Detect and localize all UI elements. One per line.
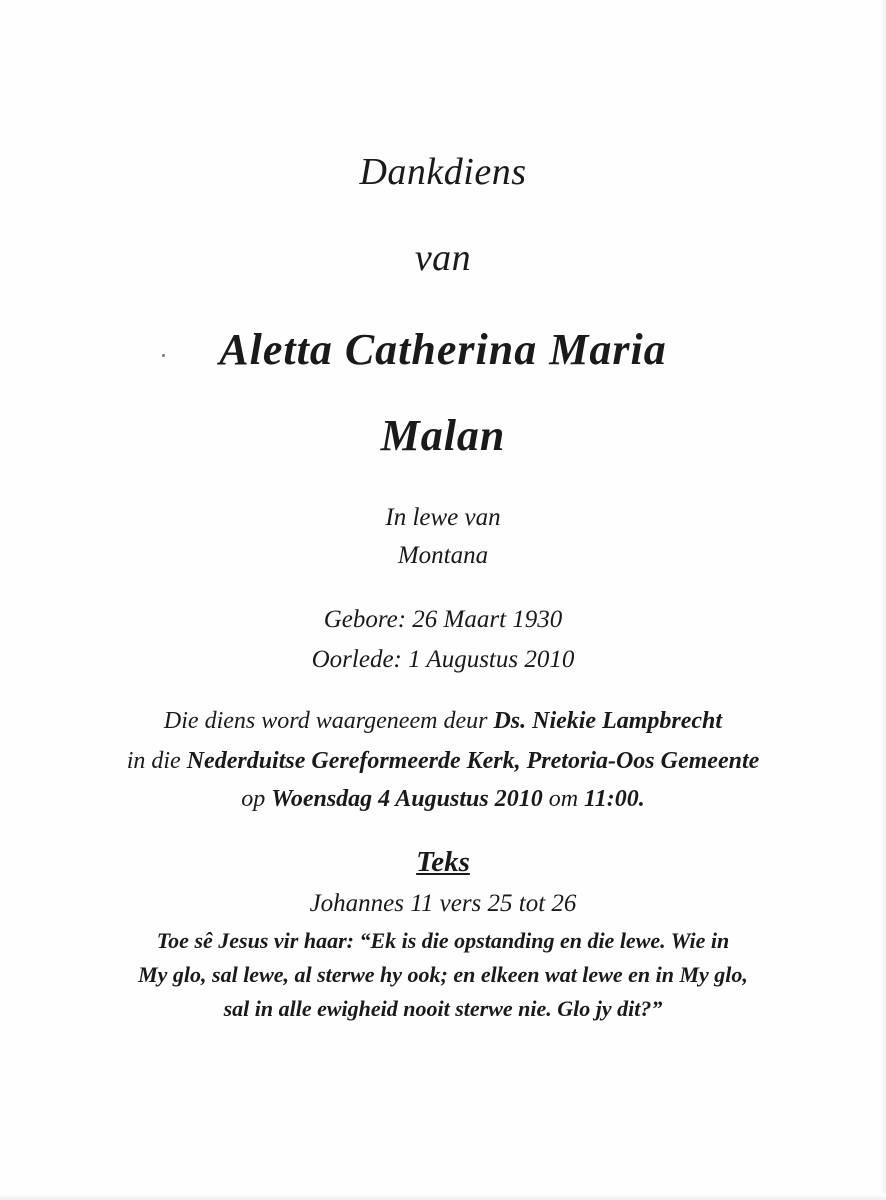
service-line3-text: op [241, 786, 272, 812]
service-title: Dankdiens [359, 151, 527, 193]
birth-date: Gebore: 26 Maart 1930 [323, 606, 563, 633]
scripture-verse-line-2: My glo, sal lewe, al sterwe hy ook; en elkeen wat lewe en in My glo, [138, 962, 748, 987]
scripture-reference: Johannes 11 vers 25 tot 26 [309, 890, 577, 917]
service-line-minister [0, 708, 886, 735]
minister-name: Ds. Niekie Lampbrecht [493, 708, 723, 734]
residence-place: Montana [397, 542, 489, 569]
page-bottom-shadow [0, 1194, 886, 1200]
service-time: 11:00. [584, 786, 645, 812]
scripture-verse-line-1: Toe sê Jesus vir haar: “Ek is die opstanding en die lewe. Wie in [156, 928, 730, 953]
scripture-verse-line-3: sal in alle ewigheid nooit sterwe nie. Glo jy dit?” [223, 996, 663, 1021]
service-date: Woensdag 4 Augustus 2010 [271, 786, 543, 812]
residence-label: In lewe van [385, 504, 501, 531]
deceased-given-names: Aletta Catherina Maria [219, 325, 667, 374]
service-line-church [0, 748, 886, 775]
service-title-van: van [414, 237, 472, 279]
page-edge-shadow [880, 0, 886, 1200]
church-name: Nederduitse Gereformeerde Kerk, Pretoria-Oos Gemeente [186, 748, 760, 774]
service-line-date [0, 786, 886, 813]
death-date: Oorlede: 1 Augustus 2010 [311, 646, 575, 673]
service-line1-text: Die diens word waargeneem deur [163, 708, 494, 734]
text-heading: Teks [416, 846, 470, 878]
deceased-surname: Malan [380, 411, 506, 460]
service-line3-om: om [542, 786, 585, 812]
service-line2-text: in die [126, 748, 187, 774]
